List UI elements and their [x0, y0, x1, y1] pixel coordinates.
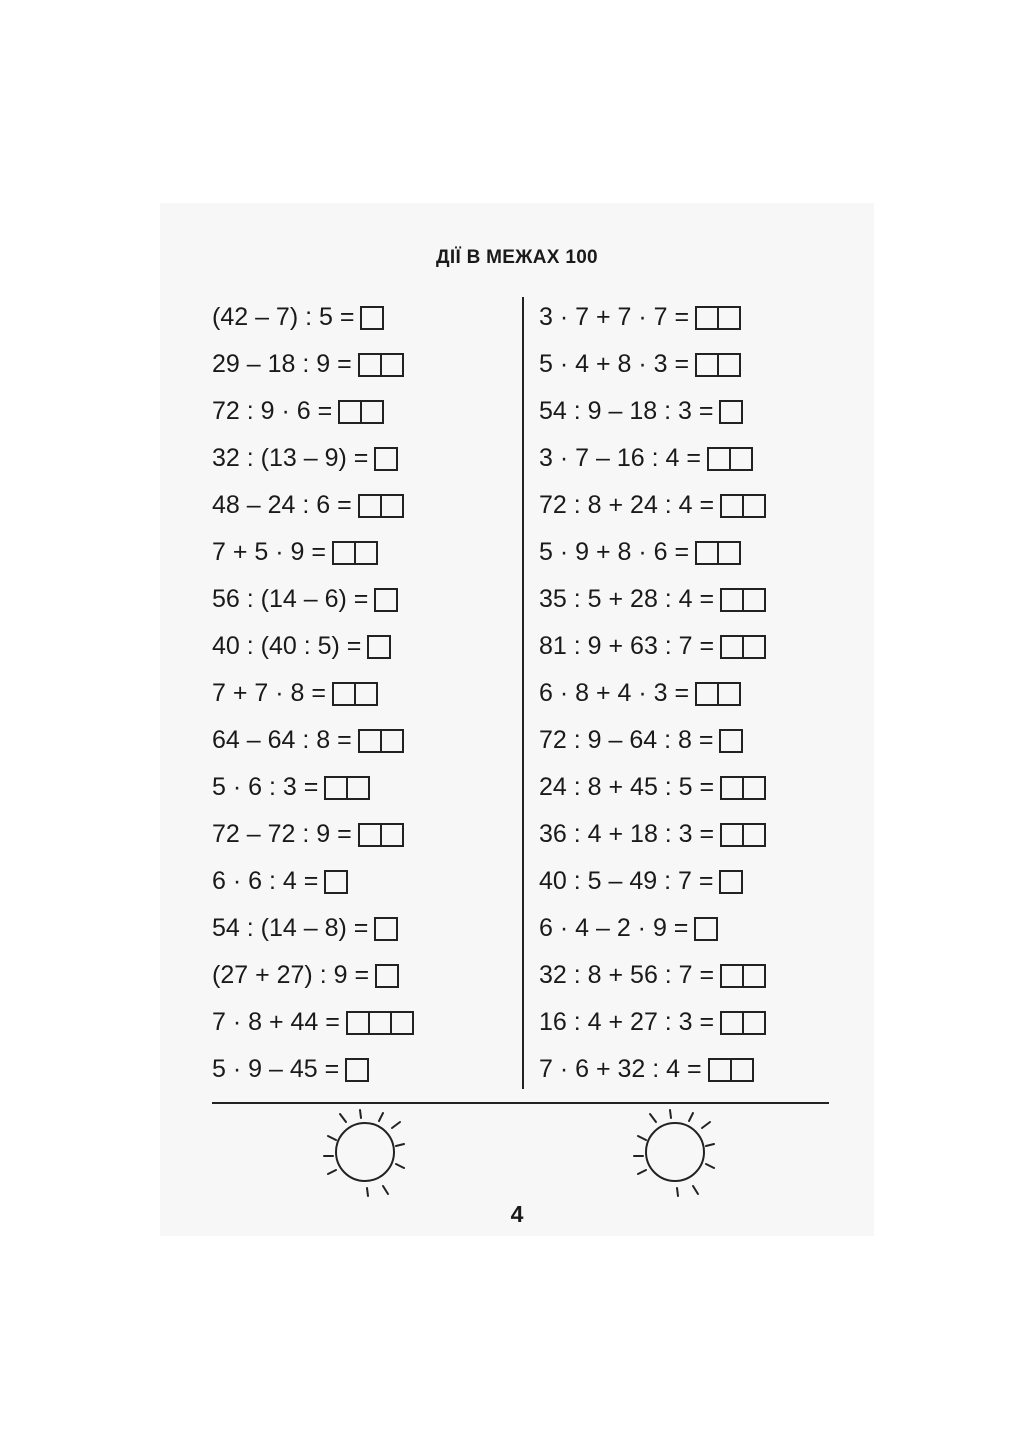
answer-digit-cell[interactable] [345, 1058, 369, 1082]
exercise-expression: 64 – 64 : 8 = [212, 726, 352, 754]
answer-digit-cell[interactable] [695, 353, 719, 377]
exercise-row [212, 341, 414, 388]
answer-digit-cell[interactable] [707, 447, 731, 471]
answer-digit-cell[interactable] [719, 729, 743, 753]
exercise-expression: 6 · 8 + 4 · 3 = [539, 679, 690, 707]
exercise-expression: 5 · 4 + 8 · 3 = [539, 350, 690, 378]
answer-digit-cell[interactable] [744, 494, 766, 518]
exercise-expression: 40 : 5 – 49 : 7 = [539, 867, 714, 895]
exercise-row [212, 529, 414, 576]
exercise-row [539, 623, 766, 670]
exercise-row [212, 388, 414, 435]
answer-digit-cell[interactable] [695, 682, 719, 706]
answer-digit-cell[interactable] [719, 870, 743, 894]
answer-digit-cell[interactable] [732, 1058, 754, 1082]
answer-digit-cell[interactable] [374, 447, 398, 471]
answer-box[interactable] [358, 494, 404, 518]
exercise-expression: 72 : 8 + 24 : 4 = [539, 491, 715, 519]
answer-digit-cell[interactable] [324, 870, 348, 894]
answer-box[interactable] [720, 776, 766, 800]
exercise-row [539, 435, 766, 482]
answer-box[interactable] [346, 1011, 414, 1035]
answer-box[interactable] [324, 776, 370, 800]
answer-box[interactable] [719, 729, 743, 753]
exercise-row [212, 1046, 414, 1093]
answer-box[interactable] [374, 447, 398, 471]
answer-digit-cell[interactable] [358, 494, 382, 518]
exercise-expression: 5 · 6 : 3 = [212, 773, 319, 801]
exercise-expression: 36 : 4 + 18 : 3 = [539, 820, 715, 848]
exercise-expression: 72 : 9 · 6 = [212, 397, 333, 425]
answer-box[interactable] [694, 917, 718, 941]
answer-box[interactable] [720, 588, 766, 612]
answer-box[interactable] [358, 729, 404, 753]
answer-box[interactable] [375, 964, 399, 988]
exercise-row [539, 717, 766, 764]
answer-box[interactable] [720, 823, 766, 847]
exercise-row [212, 576, 414, 623]
answer-digit-cell[interactable] [332, 541, 356, 565]
exercise-expression: 7 + 5 · 9 = [212, 538, 326, 566]
exercise-row [539, 294, 766, 341]
answer-digit-cell[interactable] [719, 306, 741, 330]
exercise-row [212, 294, 414, 341]
answer-digit-cell[interactable] [720, 964, 744, 988]
answer-digit-cell[interactable] [744, 588, 766, 612]
answer-digit-cell[interactable] [382, 494, 404, 518]
answer-digit-cell[interactable] [358, 823, 382, 847]
answer-digit-cell[interactable] [744, 635, 766, 659]
exercise-expression: 32 : 8 + 56 : 7 = [539, 961, 715, 989]
answer-digit-cell[interactable] [694, 917, 718, 941]
exercise-row [212, 670, 414, 717]
exercise-row [539, 1046, 766, 1093]
exercise-row [539, 576, 766, 623]
right-exercise-column [539, 294, 766, 1093]
answer-box[interactable] [719, 870, 743, 894]
exercise-expression: 72 – 72 : 9 = [212, 820, 352, 848]
answer-digit-cell[interactable] [719, 353, 741, 377]
exercise-expression: 32 : (13 – 9) = [212, 444, 369, 472]
exercise-row [212, 811, 414, 858]
answer-digit-cell[interactable] [720, 823, 744, 847]
answer-box[interactable] [695, 306, 741, 330]
answer-digit-cell[interactable] [370, 1011, 392, 1035]
sun-icon [310, 1108, 420, 1200]
answer-digit-cell[interactable] [720, 635, 744, 659]
exercise-expression: 81 : 9 + 63 : 7 = [539, 632, 715, 660]
answer-box[interactable] [720, 964, 766, 988]
answer-digit-cell[interactable] [382, 729, 404, 753]
answer-box[interactable] [332, 541, 378, 565]
answer-box[interactable] [338, 400, 384, 424]
exercise-expression: 48 – 24 : 6 = [212, 491, 352, 519]
answer-box[interactable] [358, 823, 404, 847]
exercise-expression: 29 – 18 : 9 = [212, 350, 352, 378]
answer-box[interactable] [695, 682, 741, 706]
answer-box[interactable] [360, 306, 384, 330]
answer-digit-cell[interactable] [744, 776, 766, 800]
answer-digit-cell[interactable] [375, 964, 399, 988]
sun-icon [620, 1108, 730, 1200]
answer-box[interactable] [719, 400, 743, 424]
answer-digit-cell[interactable] [744, 823, 766, 847]
answer-digit-cell[interactable] [695, 541, 719, 565]
exercise-expression: 56 : (14 – 6) = [212, 585, 369, 613]
answer-box[interactable] [707, 447, 753, 471]
answer-digit-cell[interactable] [719, 400, 743, 424]
exercise-row [539, 999, 766, 1046]
answer-box[interactable] [332, 682, 378, 706]
exercise-row [212, 764, 414, 811]
answer-digit-cell[interactable] [720, 494, 744, 518]
exercise-expression: 3 · 7 + 7 · 7 = [539, 303, 690, 331]
answer-box[interactable] [720, 635, 766, 659]
exercise-row [539, 670, 766, 717]
exercise-row [212, 952, 414, 999]
page-title: ДІЇ В МЕЖАХ 100 [436, 247, 598, 268]
answer-digit-cell[interactable] [367, 635, 391, 659]
answer-digit-cell[interactable] [356, 541, 378, 565]
exercise-expression: (42 – 7) : 5 = [212, 303, 355, 331]
answer-digit-cell[interactable] [708, 1058, 732, 1082]
answer-digit-cell[interactable] [744, 1011, 766, 1035]
exercise-expression: (27 + 27) : 9 = [212, 961, 370, 989]
exercise-expression: 16 : 4 + 27 : 3 = [539, 1008, 715, 1036]
exercise-row [539, 858, 766, 905]
page-number: 4 [510, 1201, 524, 1227]
answer-box[interactable] [720, 494, 766, 518]
exercise-row [212, 717, 414, 764]
bottom-rule [212, 1102, 829, 1104]
answer-box[interactable] [708, 1058, 754, 1082]
exercise-row [539, 905, 766, 952]
exercise-expression: 7 · 6 + 32 : 4 = [539, 1055, 702, 1083]
answer-digit-cell[interactable] [731, 447, 753, 471]
left-exercise-column [212, 294, 414, 1093]
exercise-expression: 7 + 7 · 8 = [212, 679, 326, 707]
exercise-row [539, 529, 766, 576]
answer-digit-cell[interactable] [358, 729, 382, 753]
answer-digit-cell[interactable] [719, 541, 741, 565]
answer-digit-cell[interactable] [332, 682, 356, 706]
answer-digit-cell[interactable] [356, 682, 378, 706]
exercise-expression: 5 · 9 + 8 · 6 = [539, 538, 690, 566]
exercise-expression: 35 : 5 + 28 : 4 = [539, 585, 715, 613]
answer-digit-cell[interactable] [358, 353, 382, 377]
exercise-row [212, 482, 414, 529]
answer-digit-cell[interactable] [324, 776, 348, 800]
answer-box[interactable] [720, 1011, 766, 1035]
exercise-expression: 54 : (14 – 8) = [212, 914, 369, 942]
exercise-row [212, 858, 414, 905]
exercise-row [539, 811, 766, 858]
answer-box[interactable] [367, 635, 391, 659]
exercise-expression: 3 · 7 – 16 : 4 = [539, 444, 701, 472]
exercise-expression: 7 · 8 + 44 = [212, 1008, 340, 1036]
answer-box[interactable] [374, 917, 398, 941]
answer-box[interactable] [695, 353, 741, 377]
answer-box[interactable] [345, 1058, 369, 1082]
exercise-row [539, 482, 766, 529]
answer-digit-cell[interactable] [346, 1011, 370, 1035]
answer-digit-cell[interactable] [382, 823, 404, 847]
column-divider [522, 297, 524, 1089]
answer-digit-cell[interactable] [362, 400, 384, 424]
answer-digit-cell[interactable] [382, 353, 404, 377]
answer-digit-cell[interactable] [392, 1011, 414, 1035]
answer-box[interactable] [374, 588, 398, 612]
answer-digit-cell[interactable] [348, 776, 370, 800]
answer-digit-cell[interactable] [720, 588, 744, 612]
exercise-row [212, 905, 414, 952]
exercise-expression: 5 · 9 – 45 = [212, 1055, 340, 1083]
exercise-row [539, 764, 766, 811]
answer-digit-cell[interactable] [719, 682, 741, 706]
exercise-expression: 40 : (40 : 5) = [212, 632, 362, 660]
answer-box[interactable] [324, 870, 348, 894]
exercise-row [539, 952, 766, 999]
exercise-expression: 6 · 6 : 4 = [212, 867, 319, 895]
exercise-row [539, 388, 766, 435]
answer-digit-cell[interactable] [695, 306, 719, 330]
answer-digit-cell[interactable] [360, 306, 384, 330]
answer-digit-cell[interactable] [720, 776, 744, 800]
answer-box[interactable] [358, 353, 404, 377]
exercise-row [539, 341, 766, 388]
exercise-expression: 54 : 9 – 18 : 3 = [539, 397, 714, 425]
exercise-expression: 6 · 4 – 2 · 9 = [539, 914, 689, 942]
exercise-row [212, 999, 414, 1046]
answer-digit-cell[interactable] [374, 588, 398, 612]
exercise-row [212, 435, 414, 482]
answer-digit-cell[interactable] [374, 917, 398, 941]
answer-digit-cell[interactable] [720, 1011, 744, 1035]
exercise-expression: 24 : 8 + 45 : 5 = [539, 773, 715, 801]
exercise-row [212, 623, 414, 670]
answer-digit-cell[interactable] [338, 400, 362, 424]
answer-digit-cell[interactable] [744, 964, 766, 988]
workbook-page [160, 203, 874, 1236]
answer-box[interactable] [695, 541, 741, 565]
exercise-expression: 72 : 9 – 64 : 8 = [539, 726, 714, 754]
